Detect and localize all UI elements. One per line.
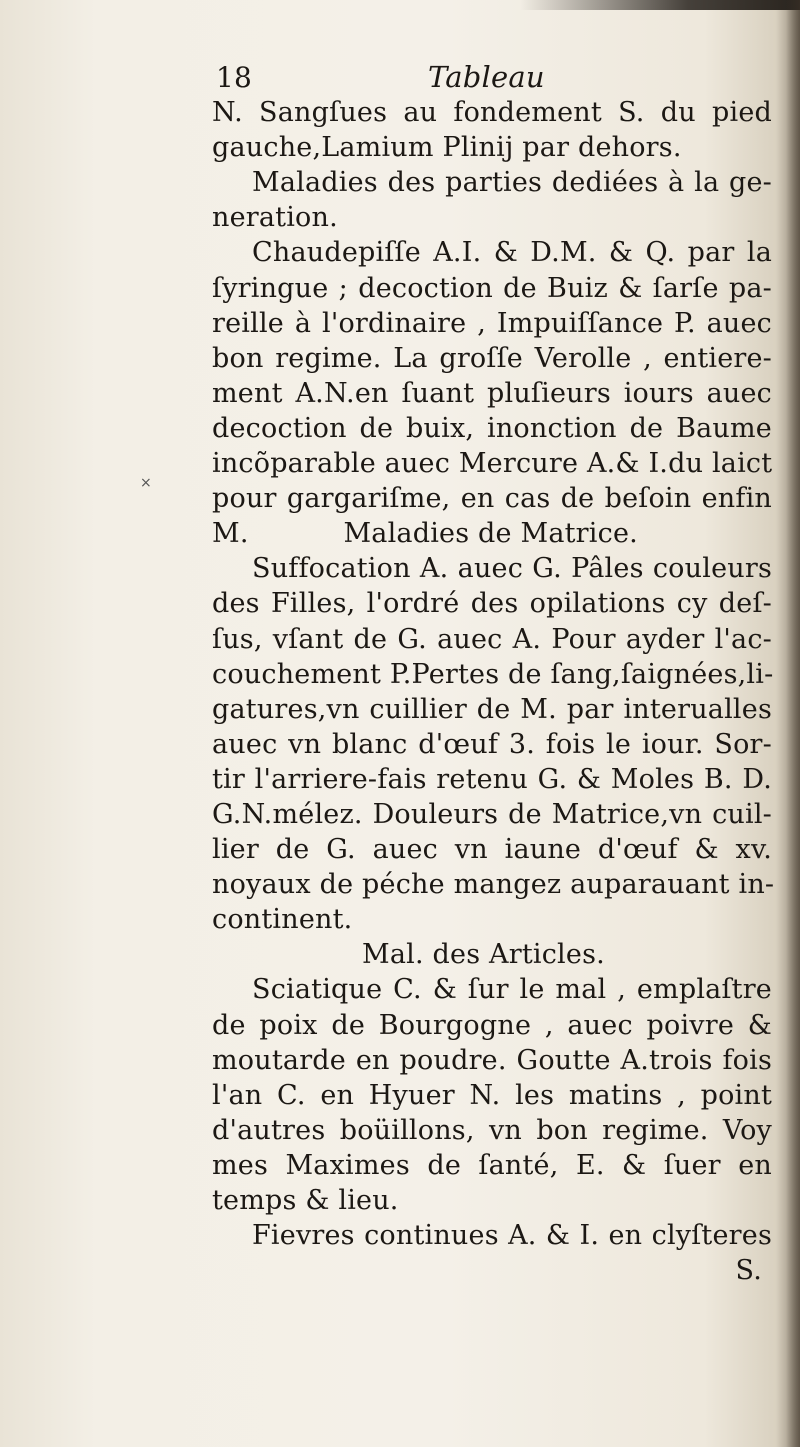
text-line: Sciatique C. & ſur le mal , emplaſtre xyxy=(252,974,772,1006)
text-fragment: M. xyxy=(212,518,249,550)
text-line: pour gargariſme, en cas de beſoin enfin xyxy=(212,483,772,515)
text-line: incõparable auec Mercure A.& I.du laict xyxy=(212,448,773,480)
catchword: S. xyxy=(735,1255,762,1287)
text-line: tir l'arriere-fais retenu G. & Moles B. D. xyxy=(212,763,772,795)
text-line: temps & lieu. xyxy=(212,1185,399,1216)
text-line: auec vn blanc d'œuf 3. fois le iour. Sor- xyxy=(212,728,772,760)
text-line: Suffocation A. auec G. Pâles couleurs xyxy=(252,553,772,585)
text-line: reille à l'ordinaire , Impuiſſance P. auec xyxy=(212,307,772,339)
text-line: N. Sangſues au fondement S. du pied xyxy=(212,97,772,129)
text-line: decoction de buix, inonction de Baume xyxy=(212,412,772,444)
text-line: noyaux de péche mangez auparauant in- xyxy=(212,869,775,901)
text-line: G.N.mélez. Douleurs de Matrice,vn cuil- xyxy=(212,798,772,830)
printed-text xyxy=(212,60,775,1288)
text-line: neration. xyxy=(212,202,338,234)
page-header xyxy=(212,60,772,95)
text-line: gatures,vn cuillier de M. par interualles xyxy=(212,693,772,725)
page-number: 18 xyxy=(216,61,253,94)
section-heading: Maladies de Matrice. xyxy=(343,518,638,550)
text-line: couchement P.Pertes de ſang,ſaignées,li- xyxy=(212,658,774,690)
text-line: de poix de Bourgogne , auec poivre & xyxy=(212,1009,772,1041)
text-line: Fievres continues A. & I. en clyſteres xyxy=(252,1220,772,1252)
running-title: Tableau xyxy=(428,60,545,94)
text-line: des Filles, l'ordré des opilations cy deſ- xyxy=(212,588,772,620)
text-line: ſyringue ; decoction de Buiz & ſarſe pa- xyxy=(212,272,772,304)
text-line: bon regime. La groſſe Verolle , entiere- xyxy=(212,342,772,374)
text-line: mes Maximes de ſanté, E. & ſuer en xyxy=(212,1149,772,1181)
text-line: Chaudepiſſe A.I. & D.M. & Q. par la xyxy=(252,237,772,269)
page-top-shadow xyxy=(520,0,800,10)
margin-mark: × xyxy=(140,475,152,491)
text-line: gauche,Lamium Plinij par dehors. xyxy=(212,132,682,164)
text-line: l'an C. en Hyuer N. les matins , point xyxy=(212,1079,772,1111)
text-line: lier de G. auec vn iaune d'œuf & xv. xyxy=(212,834,772,866)
text-line: continent. xyxy=(212,904,353,936)
text-line: ſus, vſant de G. auec A. Pour ayder l'ac- xyxy=(212,623,772,655)
text-line: moutarde en poudre. Goutte A.trois fois xyxy=(212,1044,772,1076)
section-heading: Mal. des Articles. xyxy=(362,939,605,971)
page-edge xyxy=(786,0,800,1447)
text-line: d'autres boüillons, vn bon regime. Voy xyxy=(212,1114,772,1146)
section-heading: Maladies des parties dediées à la ge- xyxy=(252,167,772,199)
text-line xyxy=(212,516,772,551)
text-line: ment A.N.en ſuant pluſieurs iours auec xyxy=(212,377,772,409)
